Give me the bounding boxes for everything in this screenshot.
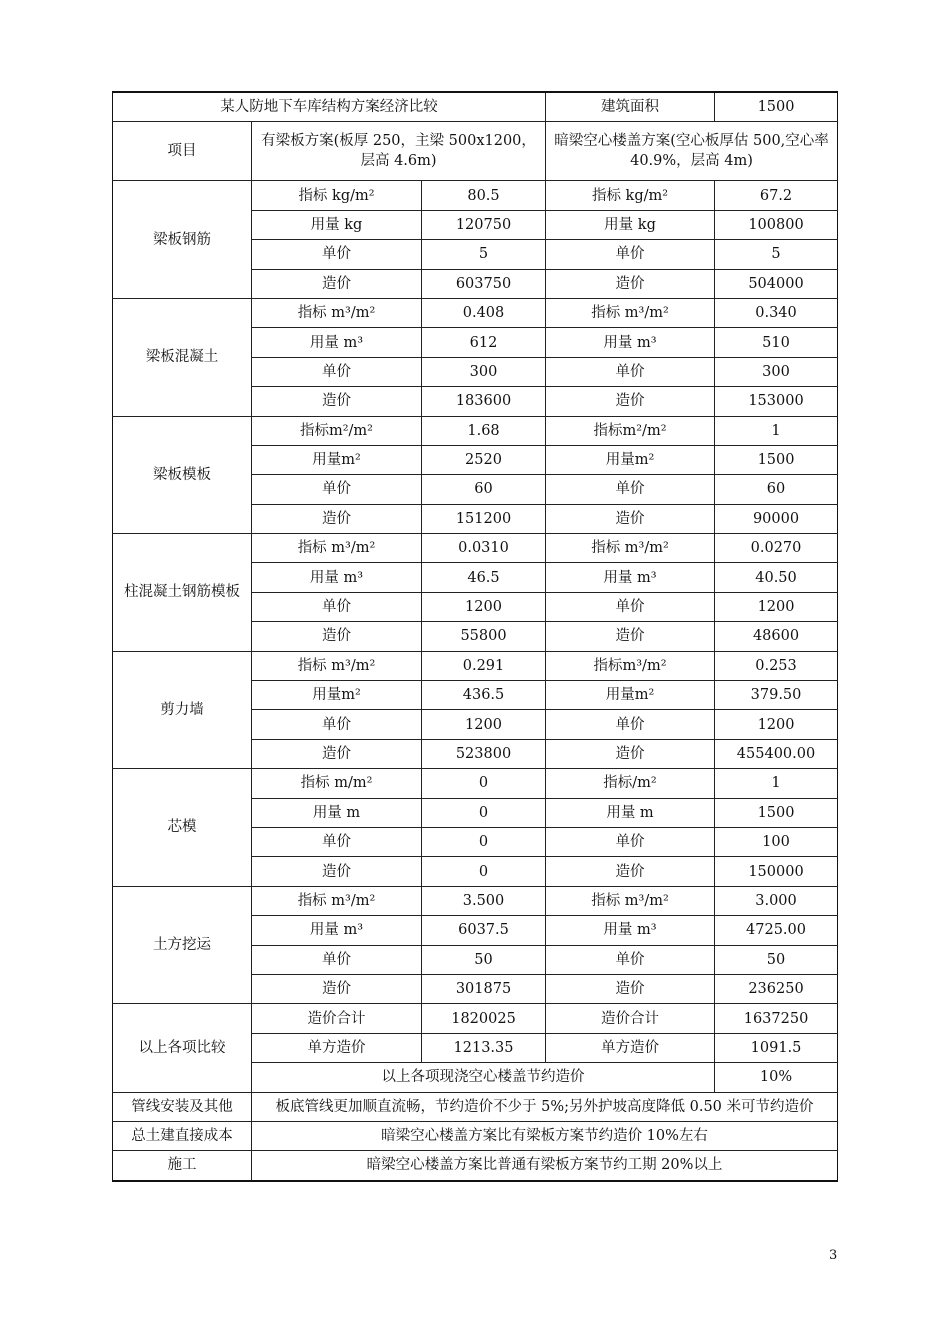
plan-b-label: 指标 m³/m² <box>546 886 715 915</box>
plan-b-value: 1200 <box>715 710 838 739</box>
plan-a-value: 6037.5 <box>422 916 546 945</box>
plan-b-value: 67.2 <box>715 181 838 210</box>
plan-a-label: 用量 m³ <box>252 916 422 945</box>
plan-b-label: 单价 <box>546 827 715 856</box>
plan-a-label: 造价 <box>252 504 422 533</box>
plan-a-value: 5 <box>422 240 546 269</box>
plan-b-label: 造价合计 <box>546 1004 715 1033</box>
title-row <box>113 92 838 122</box>
plan-a-value: 523800 <box>422 739 546 768</box>
plan-b-value: 100800 <box>715 210 838 239</box>
header-item: 项目 <box>113 122 252 181</box>
plan-a-label: 用量m² <box>252 681 422 710</box>
plan-b-value: 50 <box>715 945 838 974</box>
plan-a-value: 55800 <box>422 622 546 651</box>
summary-row <box>113 1004 838 1033</box>
plan-b-label: 单价 <box>546 945 715 974</box>
plan-a-label: 单价 <box>252 827 422 856</box>
table-row <box>113 769 838 798</box>
group-name: 梁板模板 <box>113 416 252 534</box>
plan-a-label: 造价 <box>252 622 422 651</box>
plan-b-label: 单价 <box>546 710 715 739</box>
plan-a-value: 50 <box>422 945 546 974</box>
group-name: 梁板混凝土 <box>113 298 252 416</box>
plan-a-label: 造价 <box>252 269 422 298</box>
plan-b-value: 0.340 <box>715 298 838 327</box>
note-text: 暗梁空心楼盖方案比普通有梁板方案节约工期 20%以上 <box>252 1151 838 1181</box>
plan-b-value: 153000 <box>715 387 838 416</box>
plan-a-value: 1200 <box>422 592 546 621</box>
plan-a-value: 151200 <box>422 504 546 533</box>
plan-b-label: 指标m³/m² <box>546 651 715 680</box>
table-row <box>113 651 838 680</box>
plan-b-label: 用量 m <box>546 798 715 827</box>
plan-b-value: 1200 <box>715 592 838 621</box>
plan-a-value: 0 <box>422 769 546 798</box>
plan-a-label: 单价 <box>252 475 422 504</box>
group-name: 剪力墙 <box>113 651 252 769</box>
group-name: 柱混凝土钢筋模板 <box>113 534 252 652</box>
plan-b-value: 48600 <box>715 622 838 651</box>
plan-a-value: 120750 <box>422 210 546 239</box>
plan-a-value: 1200 <box>422 710 546 739</box>
plan-b-value: 510 <box>715 328 838 357</box>
plan-a-value: 1.68 <box>422 416 546 445</box>
plan-a-value: 1213.35 <box>422 1033 546 1062</box>
plan-a-value: 301875 <box>422 974 546 1003</box>
plan-a-value: 436.5 <box>422 681 546 710</box>
header-row <box>113 122 838 181</box>
plan-b-label: 造价 <box>546 387 715 416</box>
note-text: 板底管线更加顺直流畅，节约造价不少于 5%;另外护坡高度降低 0.50 米可节约造价 <box>252 1092 838 1121</box>
plan-a-label: 指标 m³/m² <box>252 886 422 915</box>
table-row <box>113 534 838 563</box>
plan-a-value: 183600 <box>422 387 546 416</box>
plan-b-label: 造价 <box>546 857 715 886</box>
plan-b-label: 指标 m³/m² <box>546 298 715 327</box>
table-row <box>113 416 838 445</box>
plan-a-label: 用量 m <box>252 798 422 827</box>
plan-a-label: 指标 kg/m² <box>252 181 422 210</box>
header-plan-b: 暗梁空心楼盖方案(空心板厚估 500,空心率 40.9%，层高 4m) <box>546 122 838 181</box>
plan-a-value: 80.5 <box>422 181 546 210</box>
note-label: 施工 <box>113 1151 252 1181</box>
plan-a-label: 单价 <box>252 710 422 739</box>
plan-b-value: 504000 <box>715 269 838 298</box>
plan-b-value: 236250 <box>715 974 838 1003</box>
table-row <box>113 886 838 915</box>
plan-a-label: 单方造价 <box>252 1033 422 1062</box>
cost-comparison-table <box>112 91 838 1182</box>
saving-value: 10% <box>715 1063 838 1092</box>
plan-a-value: 0 <box>422 827 546 856</box>
plan-b-label: 指标 m³/m² <box>546 534 715 563</box>
plan-b-value: 60 <box>715 475 838 504</box>
plan-b-label: 造价 <box>546 739 715 768</box>
plan-b-value: 40.50 <box>715 563 838 592</box>
plan-b-value: 1637250 <box>715 1004 838 1033</box>
plan-b-value: 1500 <box>715 798 838 827</box>
group-name: 土方挖运 <box>113 886 252 1004</box>
plan-b-value: 150000 <box>715 857 838 886</box>
plan-b-label: 用量 m³ <box>546 328 715 357</box>
note-label: 总土建直接成本 <box>113 1121 252 1150</box>
plan-a-label: 指标 m/m² <box>252 769 422 798</box>
note-text: 暗梁空心楼盖方案比有梁板方案节约造价 10%左右 <box>252 1121 838 1150</box>
plan-b-label: 单价 <box>546 592 715 621</box>
plan-b-label: 单方造价 <box>546 1033 715 1062</box>
group-name: 芯模 <box>113 769 252 887</box>
plan-b-label: 造价 <box>546 504 715 533</box>
plan-a-label: 单价 <box>252 945 422 974</box>
plan-a-label: 用量m² <box>252 445 422 474</box>
plan-a-value: 3.500 <box>422 886 546 915</box>
plan-b-label: 指标 kg/m² <box>546 181 715 210</box>
plan-b-label: 用量 m³ <box>546 563 715 592</box>
plan-a-value: 0.408 <box>422 298 546 327</box>
plan-b-value: 0.253 <box>715 651 838 680</box>
plan-b-value: 0.0270 <box>715 534 838 563</box>
plan-a-label: 造价 <box>252 974 422 1003</box>
plan-a-label: 指标 m³/m² <box>252 651 422 680</box>
plan-a-value: 1820025 <box>422 1004 546 1033</box>
plan-b-label: 用量m² <box>546 681 715 710</box>
plan-b-value: 5 <box>715 240 838 269</box>
table-row <box>113 298 838 327</box>
area-value: 1500 <box>715 92 838 122</box>
plan-b-value: 100 <box>715 827 838 856</box>
plan-a-value: 603750 <box>422 269 546 298</box>
plan-b-label: 造价 <box>546 269 715 298</box>
plan-a-label: 造价 <box>252 739 422 768</box>
plan-b-value: 1500 <box>715 445 838 474</box>
note-row <box>113 1151 838 1181</box>
plan-a-label: 单价 <box>252 592 422 621</box>
plan-b-label: 用量 kg <box>546 210 715 239</box>
plan-b-label: 单价 <box>546 357 715 386</box>
plan-b-value: 1 <box>715 416 838 445</box>
plan-a-label: 单价 <box>252 240 422 269</box>
plan-a-label: 用量 m³ <box>252 328 422 357</box>
plan-a-value: 612 <box>422 328 546 357</box>
plan-b-value: 1 <box>715 769 838 798</box>
table-row <box>113 181 838 210</box>
plan-b-value: 379.50 <box>715 681 838 710</box>
plan-b-label: 指标/m² <box>546 769 715 798</box>
plan-b-label: 用量m² <box>546 445 715 474</box>
plan-a-value: 46.5 <box>422 563 546 592</box>
plan-a-label: 用量 m³ <box>252 563 422 592</box>
plan-b-label: 指标m²/m² <box>546 416 715 445</box>
plan-b-value: 3.000 <box>715 886 838 915</box>
plan-a-value: 300 <box>422 357 546 386</box>
plan-a-label: 指标m²/m² <box>252 416 422 445</box>
plan-a-label: 造价 <box>252 387 422 416</box>
page-number: 3 <box>829 1248 838 1263</box>
plan-b-label: 单价 <box>546 475 715 504</box>
area-label: 建筑面积 <box>546 92 715 122</box>
note-label: 管线安装及其他 <box>113 1092 252 1121</box>
plan-b-label: 造价 <box>546 974 715 1003</box>
plan-a-value: 0.0310 <box>422 534 546 563</box>
plan-a-value: 0.291 <box>422 651 546 680</box>
plan-a-value: 0 <box>422 857 546 886</box>
summary-name: 以上各项比较 <box>113 1004 252 1092</box>
plan-a-label: 单价 <box>252 357 422 386</box>
table-title: 某人防地下车库结构方案经济比较 <box>113 92 546 122</box>
plan-a-value: 2520 <box>422 445 546 474</box>
plan-a-label: 指标 m³/m² <box>252 298 422 327</box>
plan-a-label: 指标 m³/m² <box>252 534 422 563</box>
plan-b-label: 造价 <box>546 622 715 651</box>
note-row <box>113 1121 838 1150</box>
note-row <box>113 1092 838 1121</box>
plan-b-value: 455400.00 <box>715 739 838 768</box>
plan-a-label: 造价合计 <box>252 1004 422 1033</box>
plan-b-value: 1091.5 <box>715 1033 838 1062</box>
plan-b-value: 90000 <box>715 504 838 533</box>
plan-b-label: 用量 m³ <box>546 916 715 945</box>
plan-a-value: 60 <box>422 475 546 504</box>
plan-b-label: 单价 <box>546 240 715 269</box>
plan-a-label: 用量 kg <box>252 210 422 239</box>
saving-label: 以上各项现浇空心楼盖节约造价 <box>252 1063 715 1092</box>
group-name: 梁板钢筋 <box>113 181 252 299</box>
plan-b-value: 300 <box>715 357 838 386</box>
header-plan-a: 有梁板方案(板厚 250，主梁 500x1200，层高 4.6m) <box>252 122 546 181</box>
plan-b-value: 4725.00 <box>715 916 838 945</box>
plan-a-label: 造价 <box>252 857 422 886</box>
plan-a-value: 0 <box>422 798 546 827</box>
